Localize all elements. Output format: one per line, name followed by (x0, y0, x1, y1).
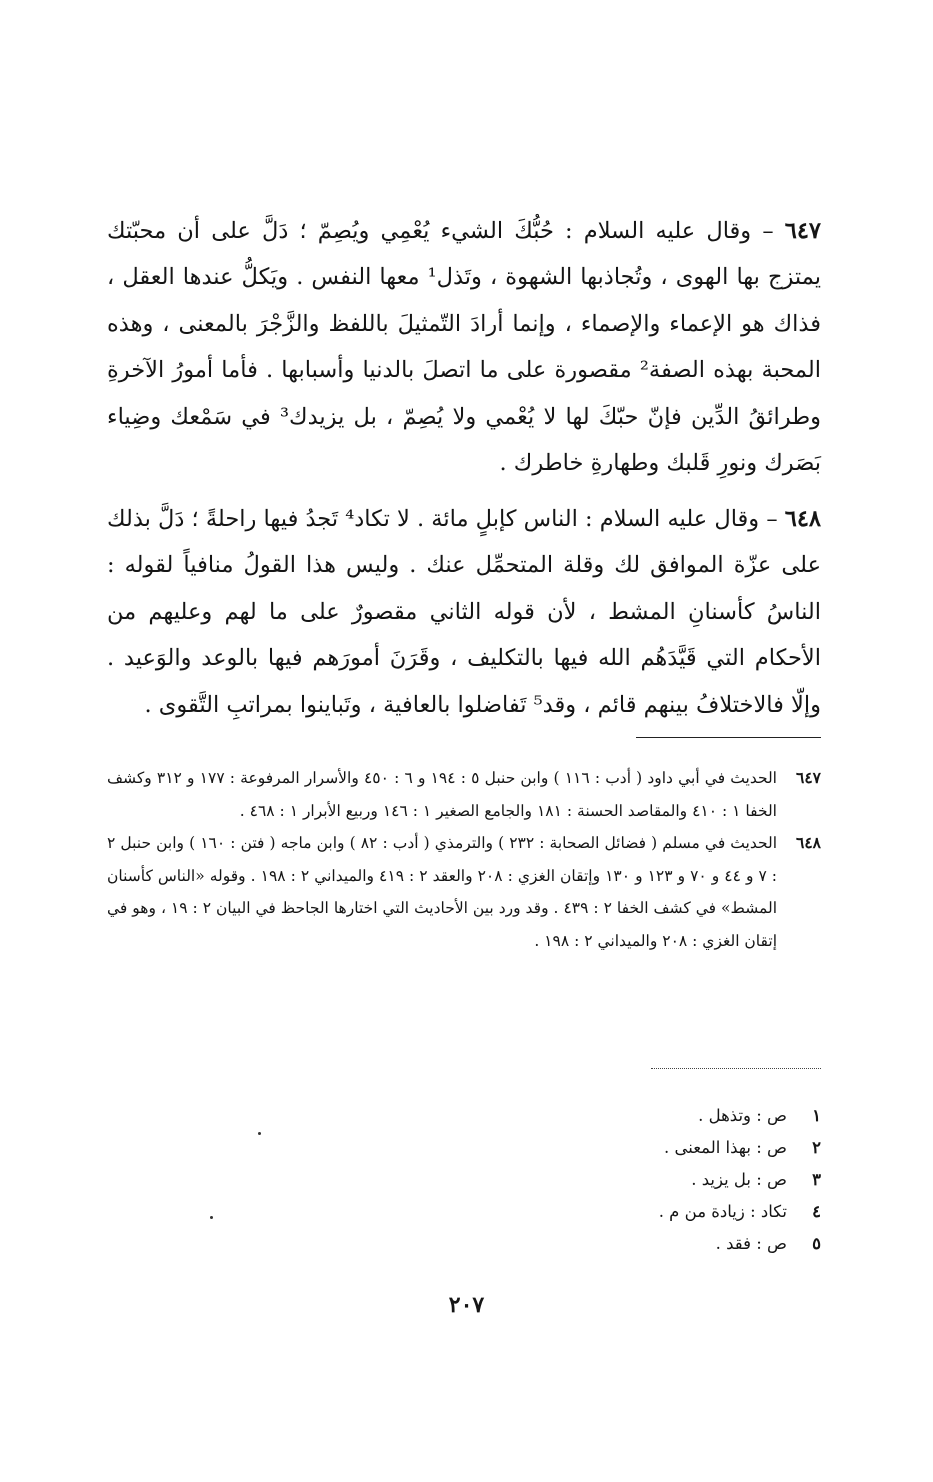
note-entry (421, 1132, 821, 1164)
hadith-text: – وقال عليه السلام : حُبُّكَ الشيء يُعْمِي ويُصِمّ ؛ دَلَّ على أن محبّتك يمتزج بها الهوى ، وتُجاذبها الشهوة ، وتَذل¹ معها النفس . ويَكلُّ عندها العقل ، فذاك هو الإعماء والإصماء ، وإنما أرادَ التّمثيلَ باللفظ والزَّجْرَ بالمعنى ، وهذه المحبة بهذه الصفة² مقصورة على ما اتصلَ بالدنيا وأسبابها . فأما أمورُ الآخرةِ وطرائقُ الدِّين فإنّ حبّكَ لها لا يُعْمي ولا يُصِمّ ، بل يزيدك³ في سَمْعك وضِياء بَصَرك ونورِ قَلبك وطهارةِ خاطرك . (107, 217, 822, 476)
footnote-separator (636, 737, 821, 738)
hadith-number: ٦٤٧ (784, 217, 821, 244)
hadith-647-paragraph (107, 208, 821, 487)
note-number: ١ (812, 1106, 821, 1125)
note-text: ص : فقد . (715, 1234, 787, 1253)
note-text: ص : بهذا المعنى . (663, 1138, 787, 1157)
scan-speck (258, 1132, 261, 1135)
source-text: الحديث في أبي داود ( أدب : ١١٦ ) وابن حنبل ٥ : ١٩٤ و ٦ : ٤٥٠ والأسرار المرفوعة : ١٧٧ و ٣١٢ وكشف الخفا ١ : ٤١٠ والمقاصد الحسنة : ١٨١ والجامع الصغير ١ : ١٤٦ وربيع الأبرار ١ : ٤٦٨ . (107, 769, 777, 820)
note-number: ٢ (812, 1138, 821, 1157)
notes-separator (651, 1068, 821, 1069)
note-text: تكاد : زيادة من م . (658, 1202, 787, 1221)
source-references (107, 762, 821, 957)
page-number: ٢٠٧ (448, 1292, 485, 1318)
note-entry (421, 1100, 821, 1132)
hadith-text: – وقال عليه السلام : الناس كإبلٍ مائة . لا تكاد⁴ تَجدُ فيها راحلةً ؛ دَلَّ بذلك على عزّة الموافق لك وقلة المتحمِّل عنك . وليس هذا القولُ منافياً لقوله : الناسُ كأسنانِ المشط ، لأن قوله الثاني مقصورٌ على ما لهم وعليهم من الأحكام التي قَيَّدَهُم الله فيها بالتكليف ، وقَرَنَ أمورَهم فيها بالوعد والوَعيد . وإلّا فالاختلافُ بينهم قائم ، وقد⁵ تَفاضلوا بالعافية ، وتَباينوا بمراتبِ التَّقوى . (107, 505, 821, 718)
note-number: ٥ (812, 1234, 821, 1253)
note-entry (421, 1164, 821, 1196)
hadith-648-paragraph (107, 496, 821, 729)
note-entry (421, 1228, 821, 1260)
scan-speck (210, 1216, 213, 1219)
source-number: ٦٤٧ (796, 768, 821, 787)
note-text: ص : وتذهل . (698, 1106, 787, 1125)
hadith-number: ٦٤٨ (784, 505, 821, 532)
textual-notes (421, 1100, 821, 1260)
source-entry (107, 827, 821, 957)
source-entry (107, 762, 821, 827)
note-number: ٤ (812, 1202, 821, 1221)
note-text: ص : بل يزيد . (691, 1170, 787, 1189)
source-text: الحديث في مسلم ( فضائل الصحابة : ٢٣٢ ) والترمذي ( أدب : ٨٢ ) وابن ماجه ( فتن : ١٦٠ ) وابن حنبل ٢ : ٧ و ٤٤ و ٧٠ و ١٢٣ و ١٣٠ وإتقان الغزي : ٢٠٨ والعقد ٢ : ٤١٩ والميداني ٢ : ١٩٨ . وقوله «الناس كأسنان المشط» في كشف الخفا ٢ : ٤٣٩ . وقد ورد بين الأحاديث التي اختارها الجاحظ في البيان ٢ : ١٩ ، وهو في إتقان الغزي : ٢٠٨ والميداني ٢ : ١٩٨ . (107, 834, 778, 950)
source-number: ٦٤٨ (796, 833, 821, 852)
note-number: ٣ (812, 1170, 821, 1189)
note-entry (421, 1196, 821, 1228)
